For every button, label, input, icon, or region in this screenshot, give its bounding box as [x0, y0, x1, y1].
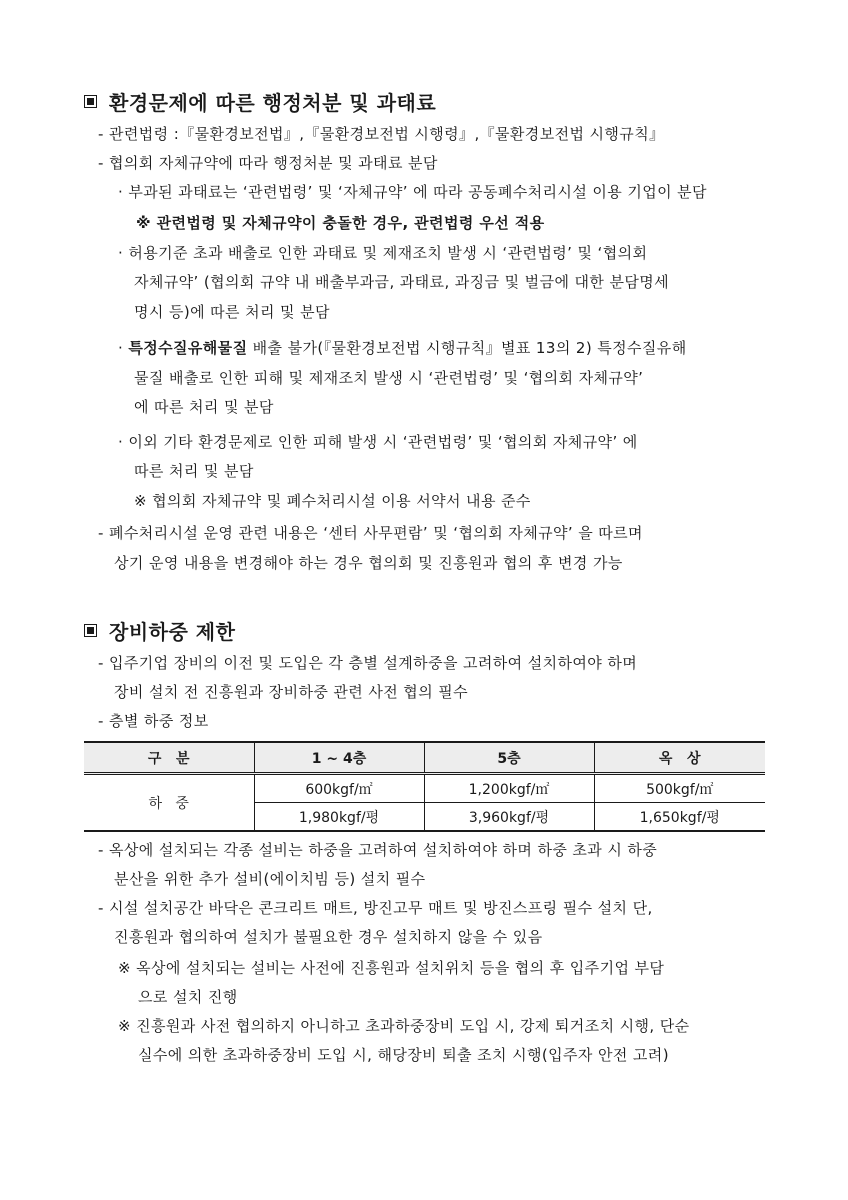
square-bullet-icon [84, 624, 97, 637]
table-cell: 1,980kgf/평 [254, 803, 424, 832]
text-line: 자체규약’ (협의회 규약 내 배출부과금, 과태료, 과징금 및 벌금에 대한 분담명세 [134, 273, 670, 291]
text-line: 에 따른 처리 및 분담 [134, 398, 274, 416]
section-heading-equipment-load [84, 616, 235, 645]
note-line: ※ 진흥원과 사전 협의하지 아니하고 초과하중장비 도입 시, 강제 퇴거조치 시행, 단순 [118, 1017, 690, 1035]
table-cell: 500kgf/㎡ [594, 774, 765, 803]
square-bullet-icon [84, 95, 97, 108]
text-line: 따른 처리 및 분담 [134, 462, 254, 480]
note-line-bold: ※ 관련법령 및 자체규약이 충돌한 경우, 관련법령 우선 적용 [136, 214, 545, 232]
table-cell: 600kgf/㎡ [254, 774, 424, 803]
bullet: · [118, 339, 129, 357]
row-label: 하 중 [84, 774, 254, 832]
text-line: - 협의회 자체규약에 따라 행정처분 및 과태료 분담 [98, 154, 438, 172]
note-line: 으로 설치 진행 [138, 988, 238, 1006]
table-cell: 1,200kgf/㎡ [424, 774, 594, 803]
emphasized-term: 특정수질유해물질 [128, 339, 248, 357]
column-header: 구 분 [84, 742, 254, 774]
text-span: 배출 불가(『물환경보전법 시행규칙』별표 13의 2) 특정수질유해 [247, 339, 687, 357]
section-heading-environment [84, 87, 436, 116]
text-line: 진흥원과 협의하여 설치가 불필요한 경우 설치하지 않을 수 있음 [114, 928, 543, 946]
text-line: 명시 등)에 따른 처리 및 분담 [134, 303, 330, 321]
column-header: 옥 상 [594, 742, 765, 774]
table-row [84, 774, 765, 803]
note-line: ※ 옥상에 설치되는 설비는 사전에 진흥원과 설치위치 등을 협의 후 입주기업 부담 [118, 959, 665, 977]
text-line: - 관련법령 :『물환경보전법』,『물환경보전법 시행령』,『물환경보전법 시행규칙』 [98, 125, 665, 143]
text-line [118, 338, 687, 358]
note-line: ※ 협의회 자체규약 및 폐수처리시설 이용 서약서 내용 준수 [134, 492, 531, 510]
column-header: 5층 [424, 742, 594, 774]
text-line: 물질 배출로 인한 피해 및 제재조치 발생 시 ‘관련법령’ 및 ‘협의회 자체규약’ [134, 369, 644, 387]
text-line: 상기 운영 내용을 변경해야 하는 경우 협의회 및 진흥원과 협의 후 변경 가능 [114, 554, 623, 572]
text-line: - 입주기업 장비의 이전 및 도입은 각 층별 설계하중을 고려하여 설치하여야 하며 [98, 654, 638, 672]
text-line: 분산을 위한 추가 설비(에이치빔 등) 설치 필수 [114, 870, 426, 888]
text-line: - 시설 설치공간 바닥은 콘크리트 매트, 방진고무 매트 및 방진스프링 필수 설치 단, [98, 899, 653, 917]
section-title: 장비하중 제한 [109, 620, 236, 644]
text-line: · 허용기준 초과 배출로 인한 과태료 및 제재조치 발생 시 ‘관련법령’ 및 ‘협의회 [118, 244, 648, 262]
section-title: 환경문제에 따른 행정처분 및 과태료 [109, 91, 437, 115]
text-line: - 폐수처리시설 운영 관련 내용은 ‘센터 사무편람’ 및 ‘협의회 자체규약’ 을 따르며 [98, 524, 643, 542]
text-line: · 부과된 과태료는 ‘관련법령’ 및 ‘자체규약’ 에 따라 공동폐수처리시설 이용 기업이 분담 [118, 183, 707, 201]
table-header-row [84, 742, 765, 774]
floor-load-table [84, 741, 765, 832]
text-line: 장비 설치 전 진흥원과 장비하중 관련 사전 협의 필수 [114, 683, 469, 701]
note-line: 실수에 의한 초과하중장비 도입 시, 해당장비 퇴출 조치 시행(입주자 안전 고려) [138, 1046, 669, 1064]
text-line: - 층별 하중 정보 [98, 712, 209, 730]
column-header: 1 ~ 4층 [254, 742, 424, 774]
table-cell: 3,960kgf/평 [424, 803, 594, 832]
table-cell: 1,650kgf/평 [594, 803, 765, 832]
text-line: · 이외 기타 환경문제로 인한 피해 발생 시 ‘관련법령’ 및 ‘협의회 자체규약’ 에 [118, 433, 638, 451]
text-line: - 옥상에 설치되는 각종 설비는 하중을 고려하여 설치하여야 하며 하중 초과 시 하중 [98, 841, 658, 859]
